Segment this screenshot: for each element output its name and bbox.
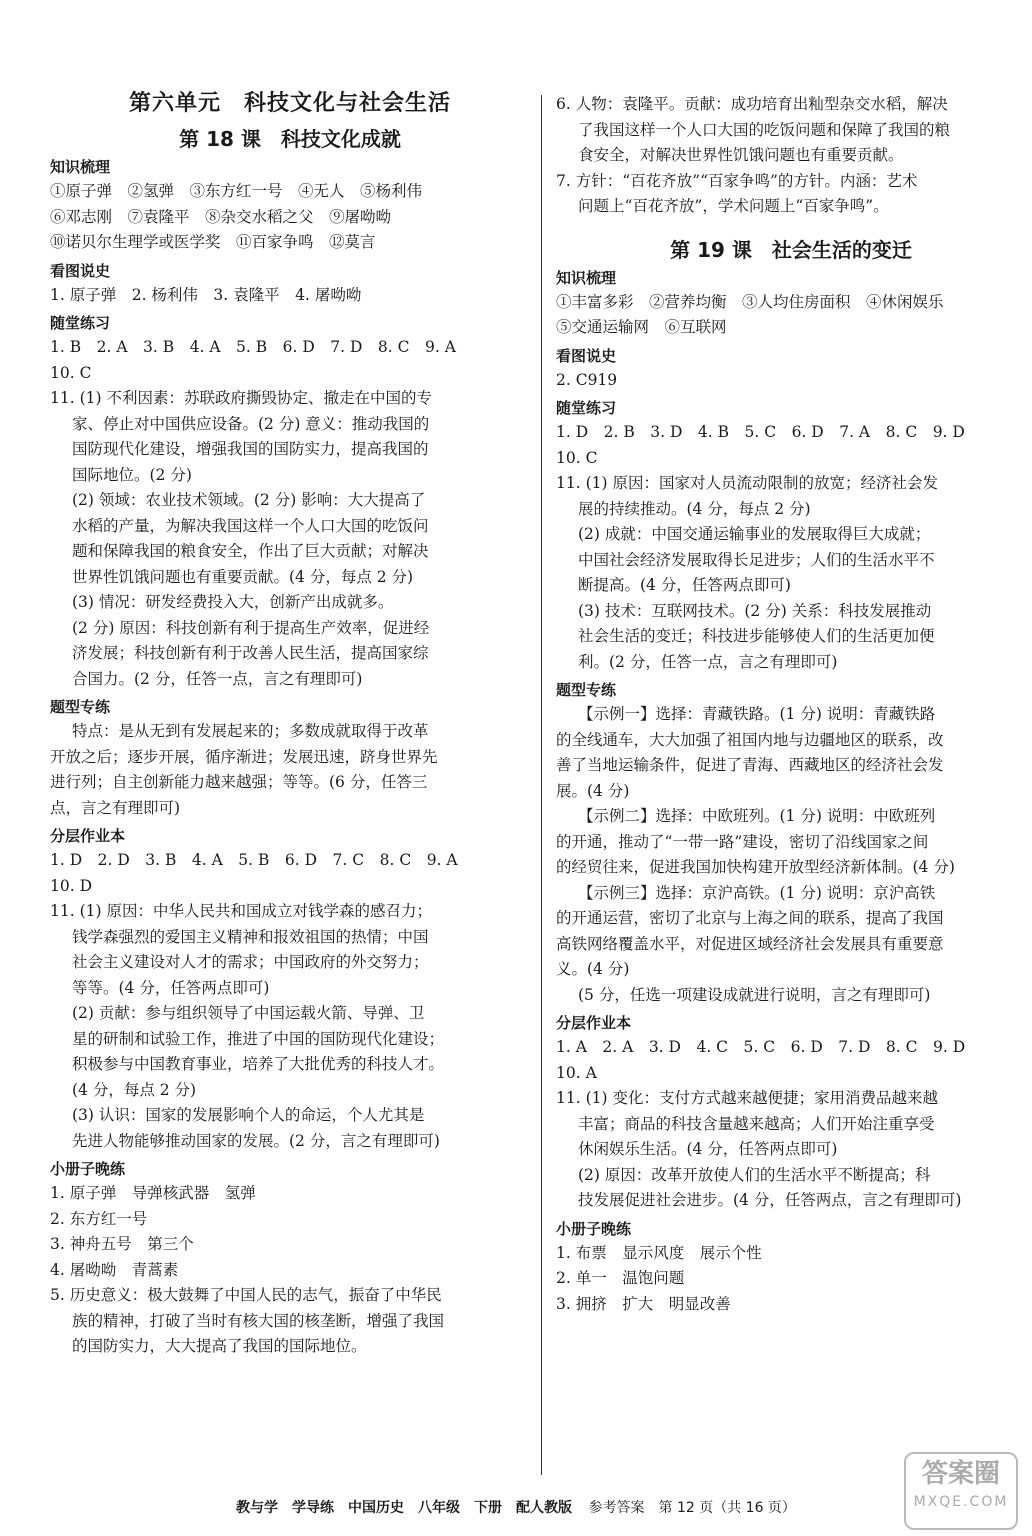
text-line: 【示例一】选择：青藏铁路。(1 分) 说明：青藏铁路: [578, 705, 936, 723]
section-heading: 分层作业本: [50, 827, 126, 845]
text-line: 丰富；商品的科技含量越来越高；人们开始注重享受: [578, 1114, 935, 1133]
lesson-18-title: 第 18 课 科技文化成就: [179, 127, 401, 151]
text-line: 水稻的产量，为解决我国这样一个人口大国的吃饭问: [72, 516, 429, 535]
text-line: (2 分) 原因：科技创新有利于提高生产效率，促进经: [72, 618, 430, 637]
text-line: 利。(2 分，任答一点，言之有理即可): [578, 652, 838, 671]
text-line: 的开通，推动了“一带一路”建设，密切了沿线国家之间: [556, 832, 929, 851]
text-line: 世界性饥饿问题也有重要贡献。(4 分，每点 2 分): [72, 567, 414, 586]
text-line: 开放之后；逐步开展，循序渐进；发展迅速，跻身世界先: [50, 747, 438, 766]
text-line: 国际地位。(2 分): [72, 465, 192, 484]
text-line: 10. D: [50, 876, 93, 895]
section-heading: 看图说史: [556, 346, 617, 365]
text-line: 休闲娱乐生活。(4 分，任答两点即可): [578, 1140, 838, 1158]
text-line: 5. 历史意义：极大鼓舞了中国人民的志气，振奋了中华民: [50, 1286, 442, 1304]
text-line: 1. D 2. B 3. D 4. B 5. C 6. D 7. A 8. C 9. D: [556, 423, 965, 441]
watermark-logo: [904, 1452, 1018, 1530]
text-line: 的经贸往来，促进我国加快构建开放型经济新体制。(4 分): [556, 858, 955, 876]
section-heading: 知识梳理: [556, 268, 617, 287]
text-line: 等等。(4 分，任答两点即可): [72, 978, 270, 997]
text-line: 先进人物能够推动国家的发展。(2 分，言之有理即可): [72, 1131, 440, 1150]
text-line: 济发展；科技创新有利于改善人民生活，提高国家综: [72, 644, 429, 662]
text-line: ⑥邓志刚 ⑦袁隆平 ⑧杂交水稻之父 ⑨屠呦呦: [50, 207, 392, 226]
section-body: [556, 92, 1026, 220]
text-line: 特点：是从无到有发展起来的；多数成就取得于改革: [72, 722, 429, 740]
unit-title: 第六单元 科技文化与社会生活: [128, 91, 451, 116]
text-line: 1. 布票 显示风度 展示个性: [556, 1243, 762, 1262]
watermark-url: MXQE.COM: [913, 1494, 1009, 1510]
text-line: 10. C: [556, 448, 598, 467]
text-line: 义。(4 分): [556, 960, 630, 978]
text-line: 断提高。(4 分，任答两点即可): [578, 576, 791, 594]
text-line: (2) 原因：改革开放使人们的生活水平不断提高；科: [578, 1165, 931, 1184]
text-line: (3) 技术：互联网技术。(2 分) 关系：科技发展推动: [578, 601, 932, 620]
text-line: (2) 领域：农业技术领域。(2 分) 影响：大大提高了: [72, 491, 426, 509]
text-line: 食安全，对解决世界性饥饿问题也有重要贡献。: [578, 146, 904, 164]
text-line: 2. C919: [556, 370, 618, 389]
text-line: 族的精神，打破了当时有核大国的核垄断，增强了我国: [72, 1311, 445, 1330]
text-line: 1. B 2. A 3. B 4. A 5. B 6. D 7. D 8. C 9. A: [50, 338, 456, 356]
footer-brand: 教与学 学导练 中国历史 八年级 下册 配人教版: [236, 1500, 573, 1516]
text-line: ⑩诺贝尔生理学或医学奖 ⑪百家争鸣 ⑫莫言: [50, 233, 376, 251]
text-line: 11. (1) 变化：支付方式越来越便捷；家用消费品越来越: [556, 1089, 938, 1107]
section-body: [556, 290, 1026, 341]
text-line: 6. 人物：袁隆平。贡献：成功培育出籼型杂交水稻，解决: [556, 95, 948, 113]
text-line: 【示例二】选择：中欧班列。(1 分) 说明：中欧班列: [578, 807, 936, 825]
text-line: 问题上“百花齐放”，学术问题上“百家争鸣”。: [578, 197, 889, 215]
lesson-19-title: 第 19 课 社会生活的变迁: [670, 237, 912, 262]
text-line: 展。(4 分): [556, 781, 630, 800]
text-line: 的全线通车，大大加强了祖国内地与边疆地区的联系，改: [556, 730, 944, 749]
text-line: 星的研制和试验工作，推进了中国的国防现代化建设；: [72, 1029, 445, 1048]
text-line: 10. A: [556, 1063, 597, 1082]
text-line: 11. (1) 不利因素：苏联政府撕毁协定、撤走在中国的专: [50, 389, 432, 407]
text-line: (2) 贡献：参与组织领导了中国运载火箭、导弹、卫: [72, 1004, 425, 1022]
section-heading: 小册子晚练: [50, 1160, 126, 1178]
text-line: 社会生活的变迁；科技进步能够使人们的生活更加便: [578, 627, 935, 645]
section-heading: 随堂练习: [50, 314, 111, 332]
text-line: (3) 认识：国家的发展影响个人的命运，个人尤其是: [72, 1106, 425, 1124]
section-heading: 题型专练: [50, 698, 111, 716]
text-line: 点，言之有理即可): [50, 798, 181, 817]
text-line: 钱学森强烈的爱国主义精神和报效祖国的热情；中国: [72, 927, 429, 946]
section-body: [50, 335, 530, 692]
right-column: [556, 84, 1026, 1317]
text-line: 11. (1) 原因：中华人民共和国成立对钱学森的感召力；: [50, 902, 432, 920]
section-body: [556, 1241, 1026, 1318]
text-line: 家、停止对中国供应设备。(2 分) 意义：推动我国的: [72, 414, 430, 433]
text-line: 2. 单一 温饱问题: [556, 1269, 685, 1287]
text-line: 10. C: [50, 363, 92, 382]
text-line: 1. 原子弹 2. 杨利伟 3. 袁隆平 4. 屠呦呦: [50, 285, 362, 304]
text-line: ①原子弹 ②氢弹 ③东方红一号 ④无人 ⑤杨利伟: [50, 182, 423, 200]
text-line: 的开通运营，密切了北京与上海之间的联系，提高了我国: [556, 909, 944, 927]
text-line: (2) 成就：中国交通运输事业的发展取得巨大成就；: [578, 525, 931, 543]
text-line: 中国社会经济发展取得长足进步；人们的生活水平不: [578, 550, 935, 569]
text-line: 积极参与中国教育事业，培养了大批优秀的科技人才。: [72, 1055, 445, 1073]
section-body: [556, 702, 1026, 1008]
text-line: 2. 东方红一号: [50, 1209, 148, 1228]
section-body: [50, 179, 530, 256]
text-line: 了我国这样一个人口大国的吃饭问题和保障了我国的粮: [578, 120, 951, 139]
section-body: [556, 420, 1026, 675]
section-body: [556, 1035, 1026, 1214]
text-line: 4. 屠呦呦 青蒿素: [50, 1260, 179, 1279]
text-line: 进行列；自主创新能力越来越强；等等。(6 分，任答三: [50, 773, 428, 791]
section-heading: 看图说史: [50, 261, 111, 280]
text-line: 的国防实力，大大提高了我国的国际地位。: [72, 1337, 367, 1355]
text-line: 7. 方针：“百花齐放”“百家争鸣”的方针。内涵：艺术: [556, 171, 918, 190]
text-line: ⑤交通运输网 ⑥互联网: [556, 318, 727, 336]
section-heading: 分层作业本: [556, 1014, 632, 1032]
text-line: (3) 情况：研发经费投入大，创新产出成就多。: [72, 593, 394, 611]
text-line: ①丰富多彩 ②营养均衡 ③人均住房面积 ④休闲娱乐: [556, 292, 944, 311]
text-line: 善了当地运输条件，促进了青海、西藏地区的经济社会发: [556, 756, 944, 774]
text-line: 展的持续推动。(4 分，每点 2 分): [578, 499, 811, 518]
text-line: (5 分，任选一项建设成就进行说明，言之有理即可): [578, 985, 931, 1004]
left-column: [50, 84, 530, 1360]
section-body: [50, 1181, 530, 1360]
text-line: 题和保障我国的粮食安全，作出了巨大贡献；对解决: [72, 542, 429, 560]
text-line: 3. 神舟五号 第三个: [50, 1235, 194, 1253]
section-body: [50, 719, 530, 821]
text-line: 3. 拥挤 扩大 明显改善: [556, 1294, 731, 1313]
section-heading: 小册子晚练: [556, 1219, 632, 1238]
text-line: 1. D 2. D 3. B 4. A 5. B 6. D 7. C 8. C 9. A: [50, 851, 458, 869]
section-heading: 题型专练: [556, 681, 617, 699]
text-line: 11. (1) 原因：国家对人员流动限制的放宽；经济社会发: [556, 474, 938, 492]
text-line: 国防现代化建设，增强我国的国防实力，提高我国的: [72, 440, 429, 458]
text-line: 高铁网络覆盖水平，对促进区域经济社会发展具有重要意: [556, 934, 944, 953]
column-divider: [541, 95, 542, 1475]
section-heading: 知识梳理: [50, 158, 111, 176]
text-line: (4 分，每点 2 分): [72, 1080, 197, 1099]
text-line: 1. 原子弹 导弹核武器 氢弹: [50, 1184, 256, 1202]
section-heading: 随堂练习: [556, 399, 617, 417]
text-line: 合国力。(2 分，任答一点，言之有理即可): [72, 669, 363, 688]
footer-page-number: 参考答案 第 12 页（共 16 页）: [588, 1500, 796, 1516]
section-body: [50, 848, 530, 1154]
text-line: 社会主义建设对人才的需求；中国政府的外交努力；: [72, 953, 429, 971]
text-line: 1. A 2. A 3. D 4. C 5. C 6. D 7. D 8. C 9. D: [556, 1038, 966, 1056]
text-line: 【示例三】选择：京沪高铁。(1 分) 说明：京沪高铁: [578, 883, 936, 902]
text-line: 技发展促进社会进步。(4 分，任答两点，言之有理即可): [578, 1191, 962, 1209]
page-footer: [0, 1497, 1032, 1517]
watermark-text: 答案圈: [921, 1459, 1000, 1489]
